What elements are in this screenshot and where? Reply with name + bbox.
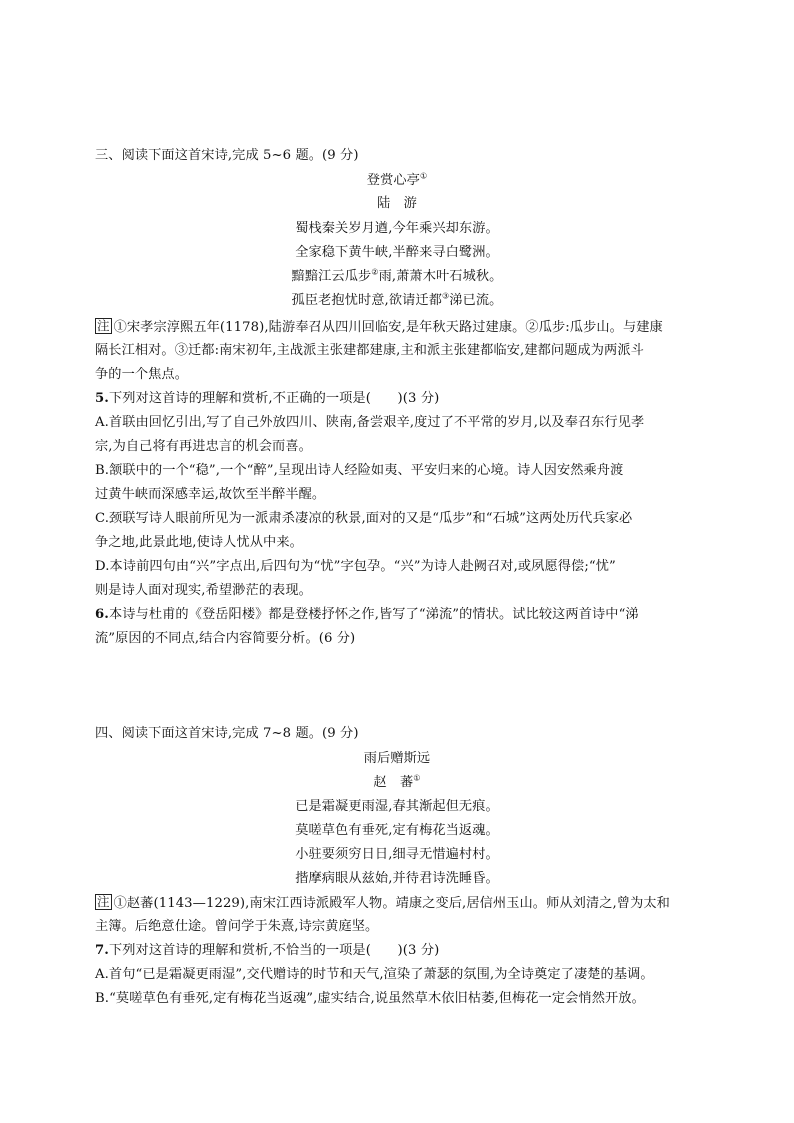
footnote-marker: ③ xyxy=(442,291,450,301)
section4-heading: 四、阅读下面这首宋诗,完成 7~8 题。(9 分) xyxy=(95,726,359,741)
question-5-option-c-1: C.颈联写诗人眼前所见为一派肃杀凄凉的秋景,面对的又是“瓜步”和“石城”这两处历代兵家必 xyxy=(95,511,633,526)
poem1-title: 登赏心亭① xyxy=(366,171,428,188)
question-6-stem-1: 6.本诗与杜甫的《登岳阳楼》都是登楼抒怀之作,皆写了“涕流”的情状。试比较这两首诗中“涕 xyxy=(95,607,639,622)
question-7-option-a: A.首句“已是霜凝更雨湿”,交代赠诗的时节和天气,渲染了萧瑟的氛围,为全诗奠定了凄楚的基调。 xyxy=(95,967,654,982)
question-6-stem-2: 流”原因的不同点,结合内容简要分析。(6 分) xyxy=(95,631,356,646)
poem1-note-line-2: 隔长江相对。③迁都:南宋初年,主战派主张建都建康,主和派主张建都临安,建都问题成为两派斗 xyxy=(95,343,644,358)
poem1-note-line-1: 注 ①宋孝宗淳熙五年(1178),陆游奉召从四川回临安,是年秋天路过建康。②瓜步:瓜步山。与建康 xyxy=(97,318,663,335)
poem2-title: 雨后赠斯远 xyxy=(363,751,431,766)
question-5-option-b-1: B.颔联中的一个“稳”,一个“醉”,呈现出诗人经险如夷、平安归来的心境。诗人因安然乘舟渡 xyxy=(95,463,624,478)
poem1-line-2: 全家稳下黄牛峡,半醉来寻白鹭洲。 xyxy=(295,245,499,260)
question-5-stem: 5.下列对这首诗的理解和赏析,不正确的一项是( )(3 分) xyxy=(95,391,440,406)
question-5-option-b-2: 过黄牛峡而深感幸运,故饮至半醉半醒。 xyxy=(95,487,326,502)
poem1-line-4: 孤臣老抱忧时意,欲请迁都③涕已流。 xyxy=(291,291,503,308)
footnote-marker: ① xyxy=(413,773,421,783)
question-7-stem: 7.下列对这首诗的理解和赏析,不恰当的一项是( )(3 分) xyxy=(95,943,440,958)
poem2-note-line-1: 注 ①赵蕃(1143—1229),南宋江西诗派殿军人物。靖康之变后,居信州玉山。师从刘清之,曾为太和 xyxy=(97,894,670,911)
poem2-line-4: 揩摩病眼从兹始,并待君诗洗睡昏。 xyxy=(295,871,499,886)
poem2-line-2: 莫嗟草色有垂死,定有梅花当返魂。 xyxy=(295,823,499,838)
question-5-option-c-2: 争之地,此景此地,使诗人忧从中来。 xyxy=(95,535,303,550)
note-label-box: 注 xyxy=(97,318,110,333)
question-5-option-d-2: 则是诗人面对现实,希望渺茫的表现。 xyxy=(95,583,312,598)
poem1-note-line-3: 争的一个焦点。 xyxy=(95,367,189,382)
section3-heading: 三、阅读下面这首宋诗,完成 5~6 题。(9 分) xyxy=(95,148,359,163)
poem1-author: 陆 游 xyxy=(377,196,417,211)
question-5-option-a-1: A.首联由回忆引出,写了自己外放四川、陕南,备尝艰辛,度过了不平常的岁月,以及奉召东行见孝 xyxy=(95,415,645,430)
question-5-option-d-1: D.本诗前四句由“兴”字点出,后四句为“忧”字包孕。“兴”为诗人赴阙召对,或夙愿得偿;“忧” xyxy=(95,559,616,574)
poem2-author: 赵 蕃① xyxy=(373,773,421,790)
poem2-line-3: 小驻要须穷日日,细寻无惜遍村村。 xyxy=(295,847,499,862)
note-label-box: 注 xyxy=(97,894,110,909)
poem2-line-1: 已是霜凝更雨湿,春其渐起但无痕。 xyxy=(295,799,499,814)
question-7-option-b: B.“莫嗟草色有垂死,定有梅花当返魂”,虚实结合,说虽然草木依旧枯萎,但梅花一定会悄然开放。 xyxy=(95,991,645,1006)
poem2-note-line-2: 主簿。后绝意仕途。曾问学于朱熹,诗宗黄庭坚。 xyxy=(95,919,379,934)
poem1-line-1: 蜀栈秦关岁月遒,今年乘兴却东游。 xyxy=(295,221,499,236)
footnote-marker: ① xyxy=(419,171,428,181)
poem1-line-3: 黯黯江云瓜步②雨,萧萧木叶石城秋。 xyxy=(291,267,503,284)
footnote-marker: ② xyxy=(371,267,379,277)
question-5-option-a-2: 宗,为自己将有再进忠言的机会而喜。 xyxy=(95,439,312,454)
